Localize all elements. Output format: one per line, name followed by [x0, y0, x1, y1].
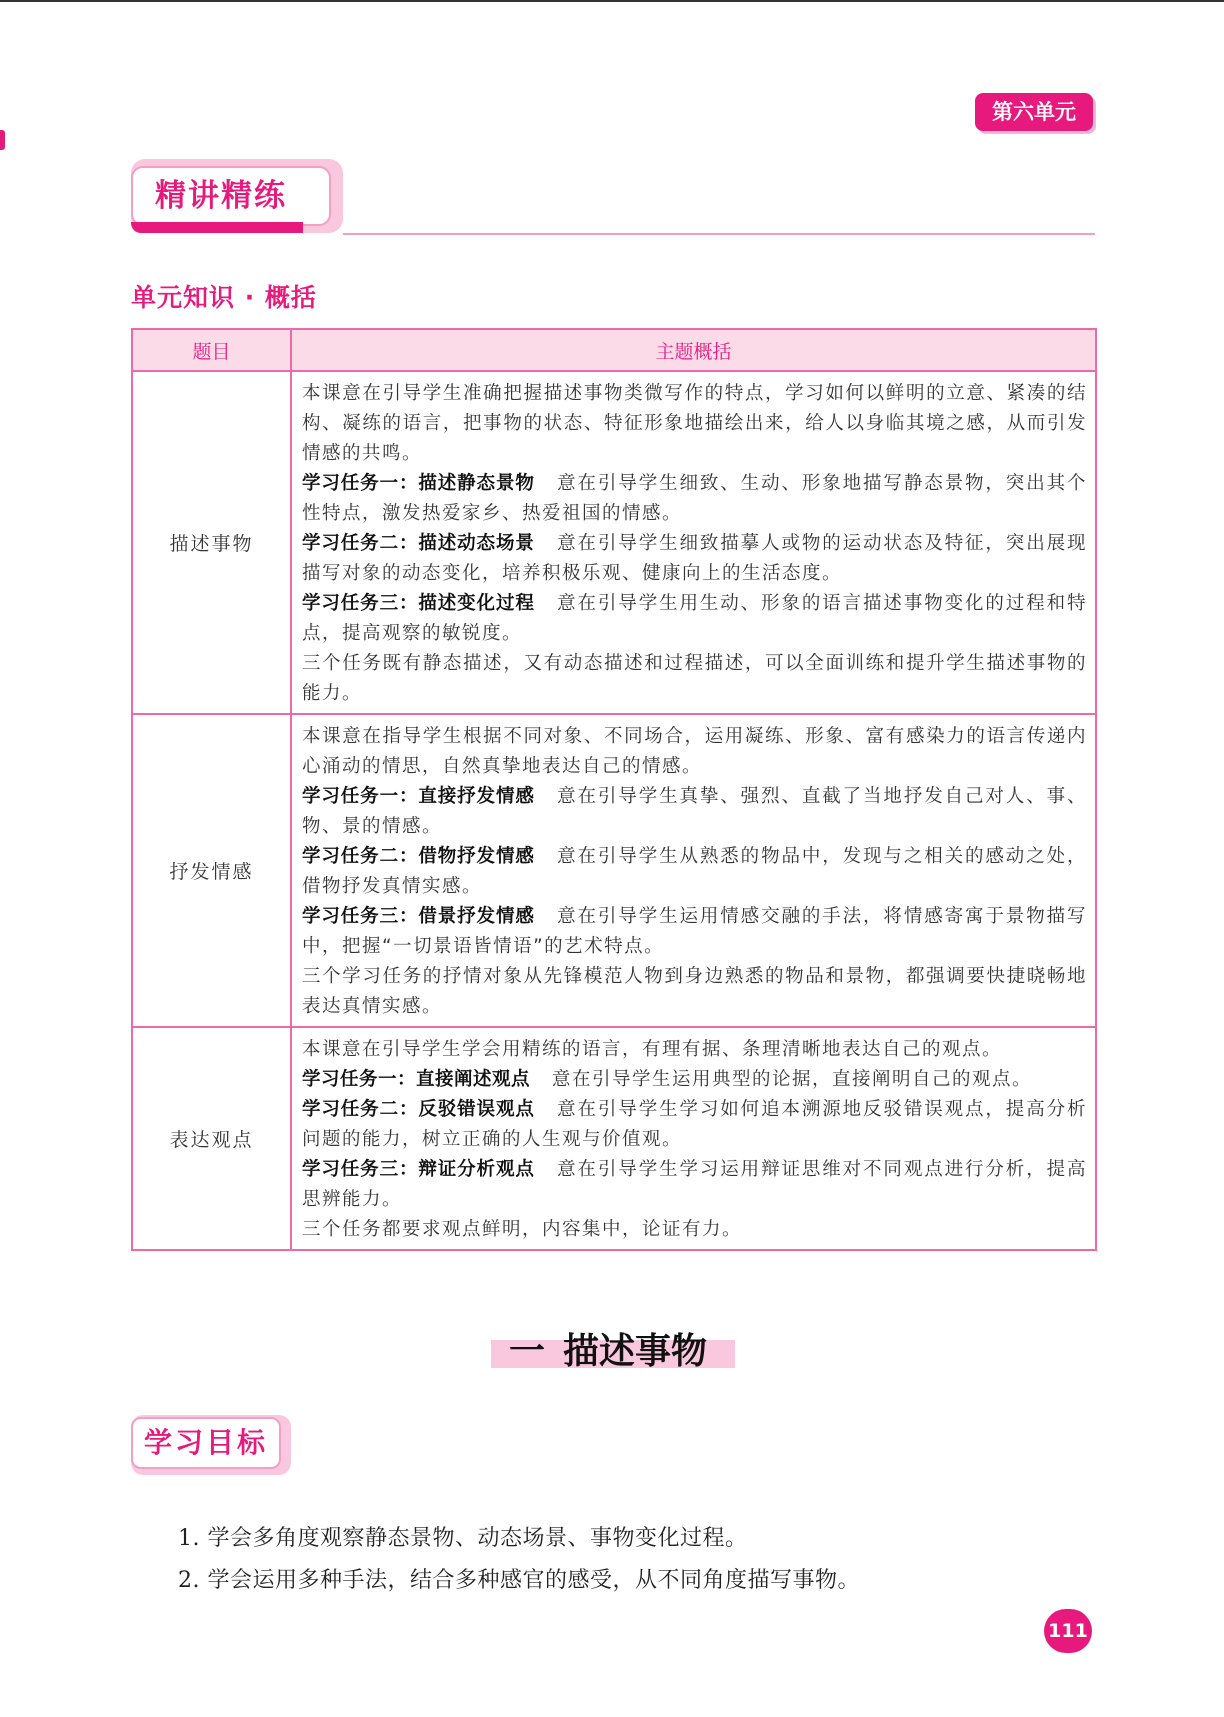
task-label: 学习任务二：借物抒发情感	[302, 846, 535, 867]
task-line	[302, 902, 1087, 962]
lesson-heading	[491, 1323, 707, 1374]
summary-table	[131, 328, 1097, 1251]
row-topic: 表达观点	[132, 1027, 291, 1250]
task-label: 学习任务三：借景抒发情感	[302, 906, 535, 927]
task-label: 学习任务二：描述动态场景	[302, 533, 535, 554]
task-text: 意在引导学生运用典型的论据，直接阐明自己的观点。	[552, 1069, 1033, 1090]
row-topic: 抒发情感	[132, 714, 291, 1027]
row-summary: 三个学习任务的抒情对象从先锋模范人物到身边熟悉的物品和景物，都强调要快捷晓畅地表达真情实感。	[302, 966, 1087, 1017]
row-description	[291, 371, 1096, 714]
row-intro: 本课意在引导学生准确把握描述事物类微写作的特点，学习如何以鲜明的立意、紧凑的结构、凝练的语言，把事物的状态、特征形象地描绘出来，给人以身临其境之感，从而引发情感的共鸣。	[302, 383, 1087, 464]
row-topic: 描述事物	[132, 371, 291, 714]
header-topic: 题目	[132, 329, 291, 371]
table-header-row	[132, 329, 1096, 371]
task-label: 学习任务三：辩证分析观点	[302, 1159, 535, 1180]
banner-title: 精讲精练	[155, 178, 287, 214]
goals-list	[178, 1518, 860, 1602]
task-label: 学习任务一：直接阐述观点	[302, 1069, 531, 1090]
task-text: 意在引导学生运用情感交融的手法，将情感寄寓于景物描写中，把握“一切景语皆情语”的艺术特点。	[302, 906, 1087, 957]
header-summary: 主题概括	[291, 329, 1096, 371]
table-row	[132, 371, 1096, 714]
section-title: 单元知识 · 概括	[131, 283, 317, 312]
page-number: 111	[1044, 1609, 1092, 1653]
task-text: 意在引导学生学习如何追本溯源地反驳错误观点，提高分析问题的能力，树立正确的人生观与价值观。	[302, 1099, 1087, 1150]
goal-item: 1. 学会多角度观察静态景物、动态场景、事物变化过程。	[178, 1526, 748, 1551]
table-row	[132, 714, 1096, 1027]
task-line	[302, 469, 1087, 529]
task-line	[302, 1155, 1087, 1215]
page-edge-mark	[0, 130, 5, 150]
task-text: 意在引导学生细致描摹人或物的运动状态及特征，突出展现描写对象的动态变化，培养积极乐观、健康向上的生活态度。	[302, 533, 1087, 584]
banner-underbar	[131, 222, 303, 233]
task-line	[302, 1095, 1087, 1155]
task-text: 意在引导学生细致、生动、形象地描写静态景物，突出其个性特点，激发热爱家乡、热爱祖国的情感。	[302, 473, 1087, 524]
task-line	[302, 782, 1087, 842]
task-text: 意在引导学生真挚、强烈、直截了当地抒发自己对人、事、物、景的情感。	[302, 786, 1087, 837]
lesson-title: 描述事物	[563, 1330, 708, 1372]
task-line	[302, 529, 1087, 589]
table-row	[132, 1027, 1096, 1250]
task-text: 意在引导学生用生动、形象的语言描述事物变化的过程和特点，提高观察的敏锐度。	[302, 593, 1087, 644]
task-label: 学习任务二：反驳错误观点	[302, 1099, 535, 1120]
task-line	[302, 842, 1087, 902]
row-intro: 本课意在引导学生学会用精练的语言，有理有据、条理清晰地表达自己的观点。	[302, 1039, 1003, 1060]
row-intro: 本课意在指导学生根据不同对象、不同场合，运用凝练、形象、富有感染力的语言传递内心涌动的情思，自然真挚地表达自己的情感。	[302, 726, 1087, 777]
task-label: 学习任务一：直接抒发情感	[302, 786, 535, 807]
row-summary: 三个任务既有静态描述，又有动态描述和过程描述，可以全面训练和提升学生描述事物的能力。	[302, 653, 1087, 704]
task-label: 学习任务一：描述静态景物	[302, 473, 535, 494]
banner-rule	[343, 233, 1095, 235]
goal-item: 2. 学会运用多种手法，结合多种感官的感受，从不同角度描写事物。	[178, 1568, 860, 1593]
row-description	[291, 714, 1096, 1027]
unit-tag: 第六单元	[975, 93, 1093, 131]
row-description	[291, 1027, 1096, 1250]
top-rule	[0, 0, 1224, 2]
task-text: 意在引导学生学习运用辩证思维对不同观点进行分析，提高思辨能力。	[302, 1159, 1087, 1210]
task-text: 意在引导学生从熟悉的物品中，发现与之相关的感动之处，借物抒发真情实感。	[302, 846, 1087, 897]
task-line	[302, 589, 1087, 649]
lesson-number: 一	[508, 1330, 545, 1372]
task-label: 学习任务三：描述变化过程	[302, 593, 535, 614]
task-line	[302, 1065, 1087, 1095]
goals-title: 学习目标	[143, 1426, 268, 1459]
row-summary: 三个任务都要求观点鲜明，内容集中，论证有力。	[302, 1219, 743, 1240]
